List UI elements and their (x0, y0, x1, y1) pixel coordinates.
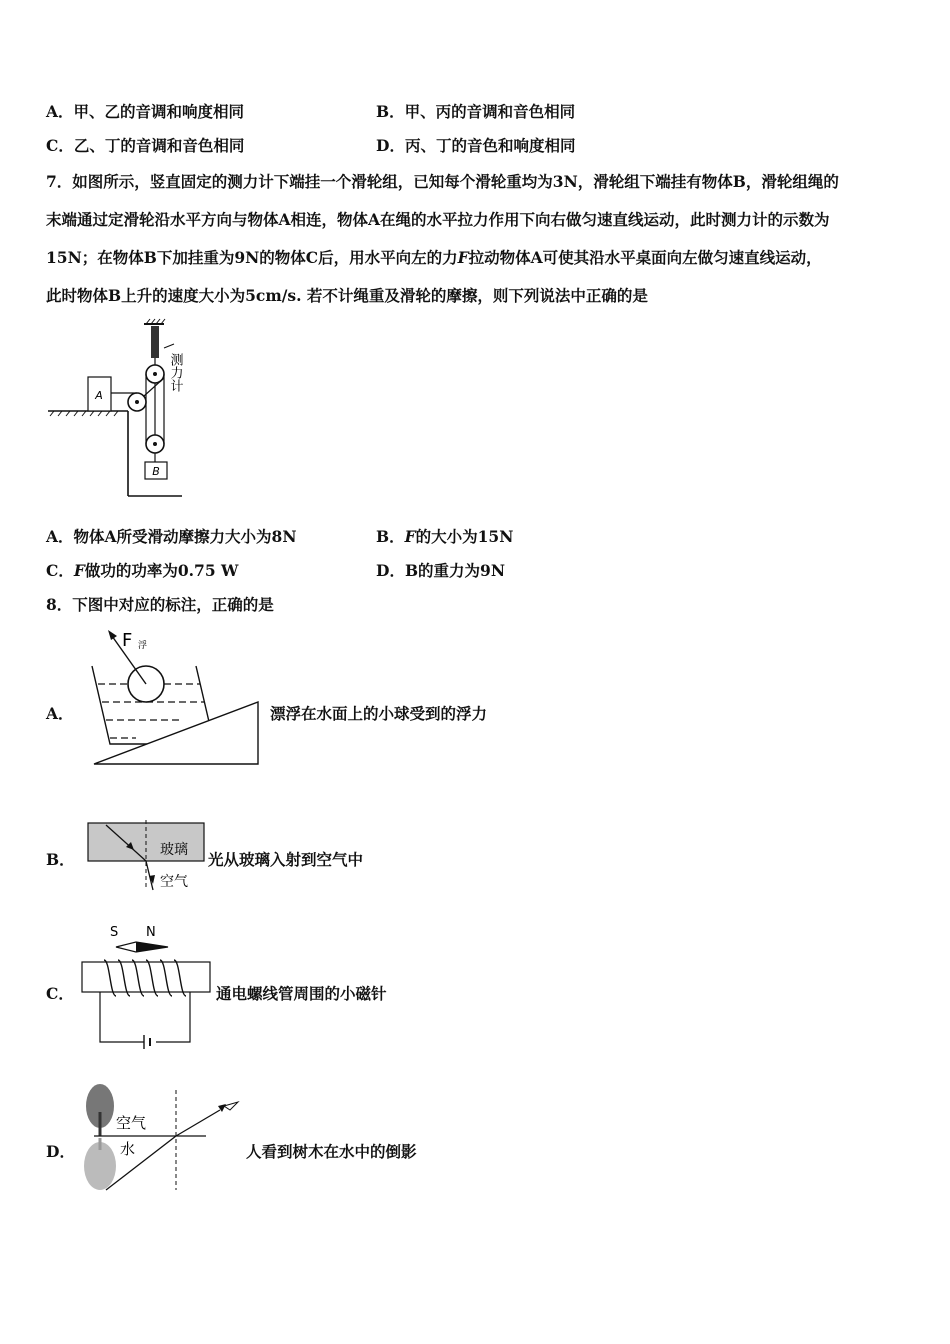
q7-option-b-text: 的大小为15N (415, 527, 514, 546)
q6-option-a: A．甲、乙的音调和响度相同 (46, 102, 245, 121)
solenoid-core (82, 962, 210, 992)
q7-pulley-figure (40, 318, 210, 503)
q7-stem-line-4: 此时物体B上升的速度大小为5cm/s. 若不计绳重及滑轮的摩擦，则下列说法中正确的是 (46, 286, 648, 305)
spring-scale-icon (151, 326, 159, 358)
q7-option-c-prefix: C． (46, 561, 74, 580)
q7-stem-line-2: 末端通过定滑轮沿水平方向与物体A相连，物体A在绳的水平拉力作用下向右做匀速直线运动，此时测力计的示数为 (46, 210, 830, 229)
q8-d-air-label: 空气 (116, 1114, 147, 1132)
q8-d-caption: 人看到树木在水中的倒影 (246, 1142, 417, 1161)
q6-option-b: B．甲、丙的音调和音色相同 (376, 102, 576, 121)
q7-option-a: A．物体A所受滑动摩擦力大小为8N (46, 527, 297, 546)
q7-option-c (46, 559, 238, 581)
q8-a-force-sub: 浮 (138, 641, 148, 651)
q8-stem: 8．下图中对应的标注，正确的是 (46, 595, 274, 614)
q8-c-figure (80, 920, 216, 1050)
q8-c-north-label: N (146, 925, 156, 940)
q7-meter-label: 测力计 (167, 353, 183, 392)
q7-stem-line-3 (46, 246, 822, 268)
q8-a-force-label: F (122, 630, 133, 651)
q8-c-south-label: S (110, 925, 119, 940)
q8-a-figure (86, 626, 266, 768)
q8-a-caption: 漂浮在水面上的小球受到的浮力 (270, 704, 488, 723)
q6-option-d: D．丙、丁的音色和响度相同 (376, 136, 576, 155)
q7-label-a: A (95, 389, 103, 402)
q8-d-letter: D． (46, 1142, 75, 1161)
q8-b-caption: 光从玻璃入射到空气中 (208, 850, 364, 869)
q8-b-glass-label: 玻璃 (160, 842, 188, 858)
q7-option-c-force: F (73, 561, 85, 580)
q8-a-letter: A． (46, 704, 74, 723)
q8-d-figure (78, 1082, 242, 1196)
q7-option-b (376, 525, 513, 547)
q6-option-c: C．乙、丁的音调和音色相同 (46, 136, 245, 155)
q8-b-air-label: 空气 (160, 874, 188, 890)
q8-d-water-label: 水 (120, 1140, 136, 1158)
q7-stem-force-f: F (457, 248, 469, 267)
q8-c-letter: C． (46, 984, 74, 1003)
q7-option-c-text: 做功的功率为0.75 W (84, 561, 239, 580)
q8-c-caption: 通电螺线管周围的小磁针 (216, 984, 387, 1003)
q7-option-b-force: F (404, 527, 416, 546)
q7-stem-line-1: 7．如图所示，竖直固定的测力计下端挂一个滑轮组，已知每个滑轮重均为3N，滑轮组下端挂有物体B，滑轮组绳的 (46, 172, 839, 191)
q7-option-b-prefix: B． (376, 527, 405, 546)
q7-stem-line-3-b: 拉动物体A可使其沿水平桌面向左做匀速直线运动， (468, 248, 822, 267)
q8-b-letter: B． (46, 850, 75, 869)
q7-stem-line-3-a: 15N；在物体B下加挂重为9N的物体C后，用水平向左的力 (46, 248, 458, 267)
q8-b-figure (86, 820, 208, 894)
q7-label-b: B (152, 465, 160, 478)
eye-icon (224, 1102, 238, 1110)
q7-option-d: D．B的重力为9N (376, 561, 505, 580)
